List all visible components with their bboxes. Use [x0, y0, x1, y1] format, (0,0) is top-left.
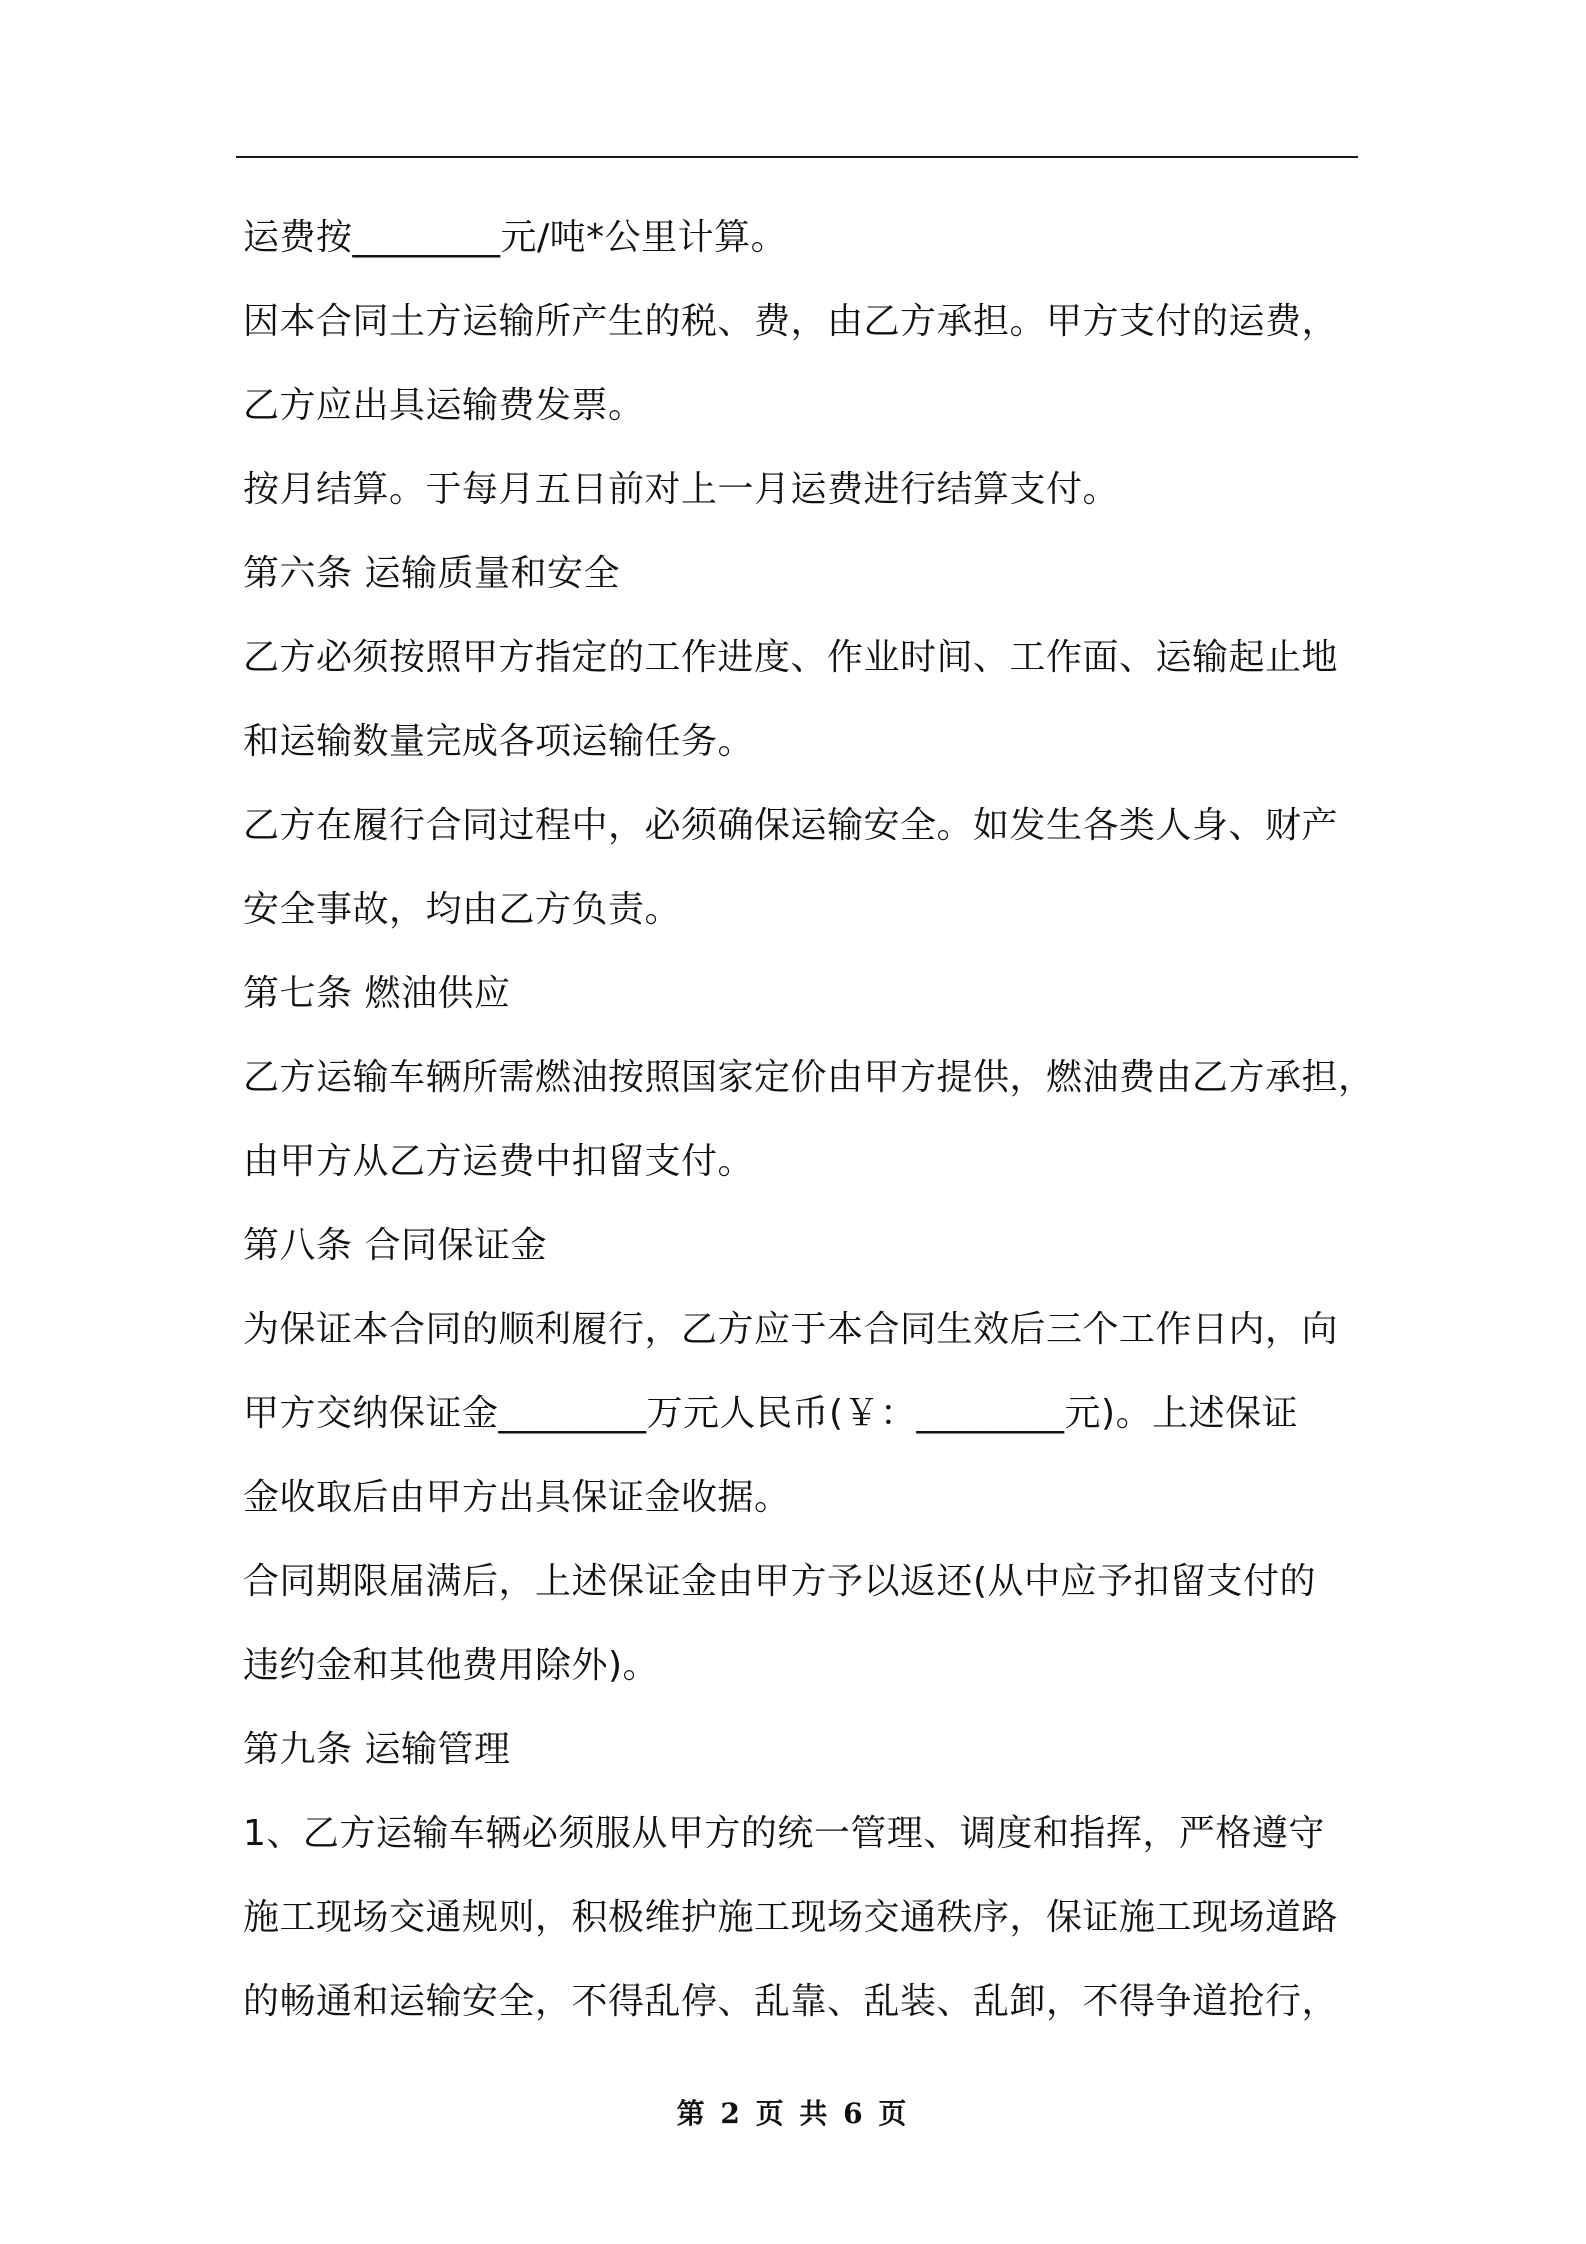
text-line: 和运输数量完成各项运输任务。 [243, 721, 755, 762]
text-line: 因本合同土方运输所产生的税、费，由乙方承担。甲方支付的运费， [243, 301, 1339, 342]
text-line: 违约金和其他费用除外)。 [243, 1645, 660, 1686]
text-line: 由甲方从乙方运费中扣留支付。 [243, 1141, 755, 1182]
section-heading: 第八条 合同保证金 [243, 1225, 547, 1266]
text-line: 按月结算。于每月五日前对上一月运费进行结算支付。 [243, 469, 1120, 510]
text-line: 乙方必须按照甲方指定的工作进度、作业时间、工作面、运输起止地 [243, 637, 1339, 678]
text-line: 合同期限届满后，上述保证金由甲方予以返还(从中应予扣留支付的 [243, 1561, 1317, 1602]
section-heading: 第九条 运输管理 [243, 1729, 511, 1770]
text-line: 甲方交纳保证金________万元人民币(￥：________元)。上述保证 [243, 1393, 1299, 1434]
text-line: 1、乙方运输车辆必须服从甲方的统一管理、调度和指挥，严格遵守 [243, 1813, 1325, 1854]
text-line: 乙方应出具运输费发票。 [243, 385, 645, 426]
section-heading: 第六条 运输质量和安全 [243, 553, 620, 594]
text-line: 金收取后由甲方出具保证金收据。 [243, 1477, 791, 1518]
text-line: 的畅通和运输安全，不得乱停、乱靠、乱装、乱卸，不得争道抢行， [243, 1981, 1339, 2022]
contract-body [243, 196, 1375, 2044]
text-line: 安全事故，均由乙方负责。 [243, 889, 682, 930]
section-heading: 第七条 燃油供应 [243, 973, 511, 1014]
text-line: 施工现场交通规则，积极维护施工现场交通秩序，保证施工现场道路 [243, 1897, 1339, 1938]
text-line: 乙方运输车辆所需燃油按照国家定价由甲方提供，燃油费由乙方承担， [243, 1057, 1375, 1098]
text-line: 为保证本合同的顺利履行，乙方应于本合同生效后三个工作日内，向 [243, 1309, 1339, 1350]
text-line: 运费按________元/吨*公里计算。 [243, 217, 788, 258]
text-line: 乙方在履行合同过程中，必须确保运输安全。如发生各类人身、财产 [243, 805, 1339, 846]
header-rule [236, 156, 1358, 158]
page-number: 第 2 页 共 6 页 [676, 2097, 910, 2130]
